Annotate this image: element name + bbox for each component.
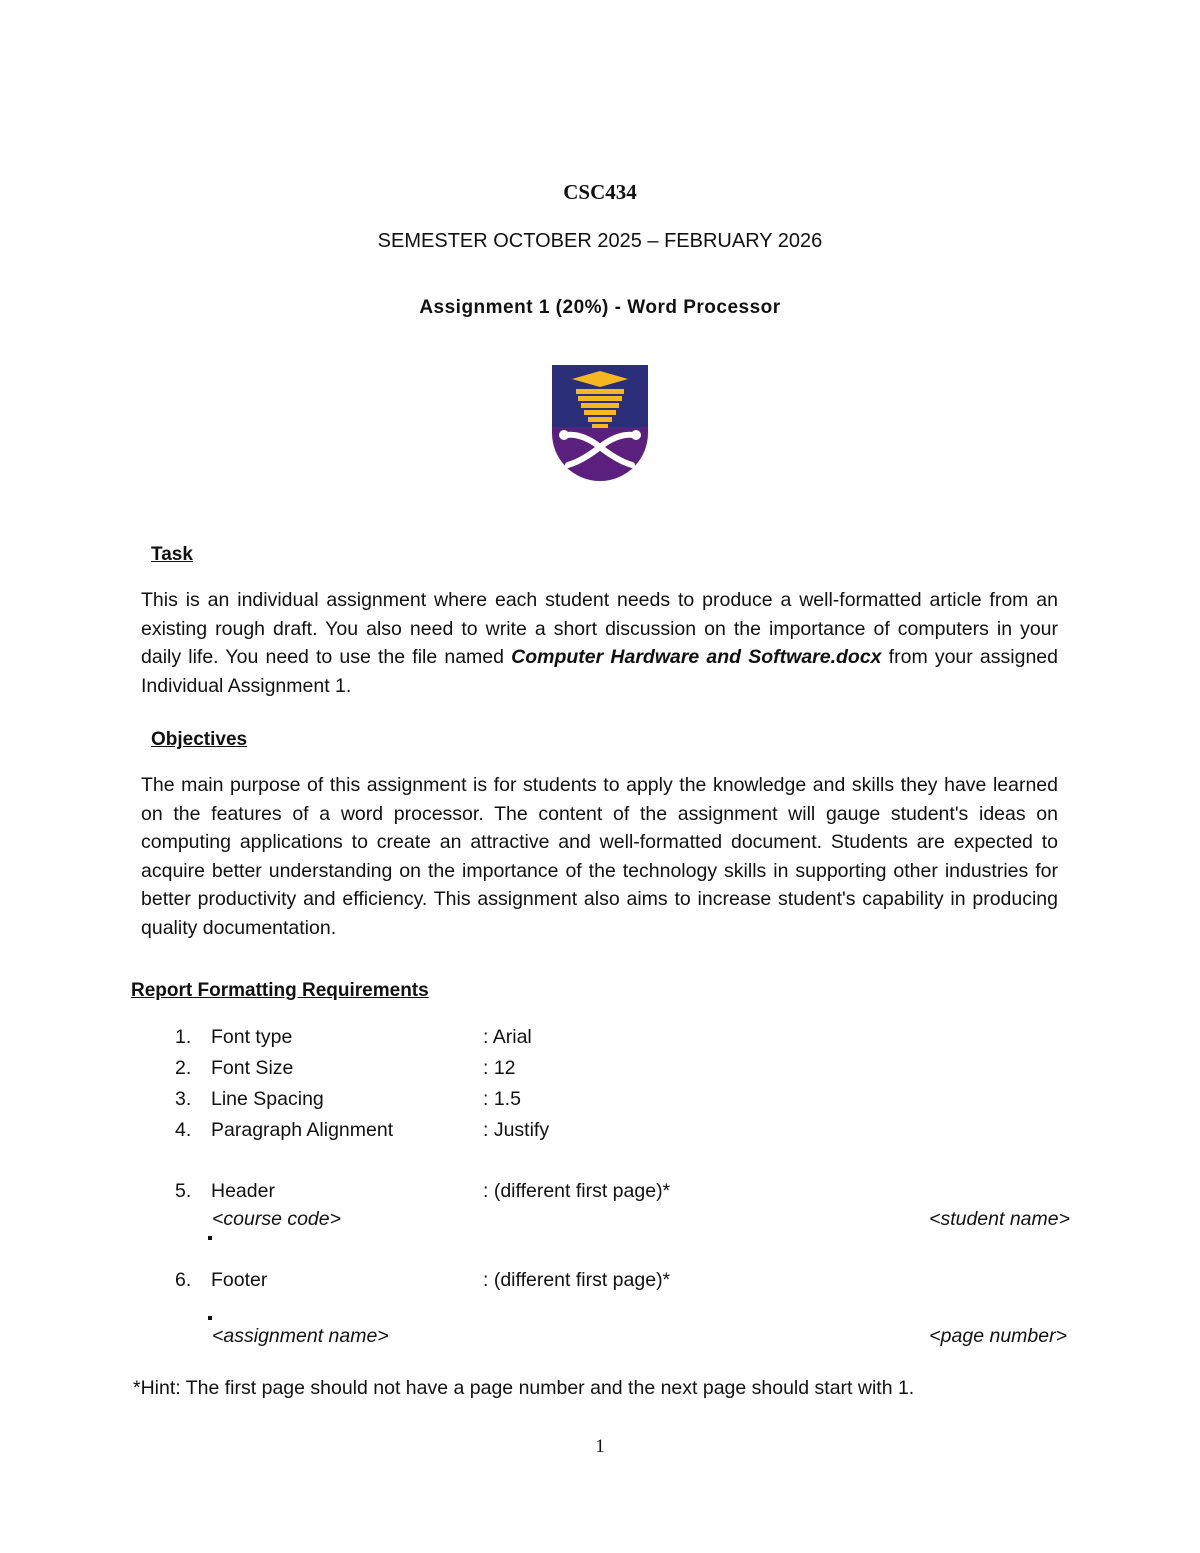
header-left-placeholder: <course code> xyxy=(212,1208,342,1230)
list-item-label: Header xyxy=(211,1180,275,1202)
report-formatting-heading: Report Formatting Requirements xyxy=(131,980,429,1001)
footer-left-placeholder: <assignment name> xyxy=(212,1325,389,1347)
task-text-part-2: from your assigned Individual Assignment 1. xyxy=(141,646,1058,697)
bullet-marker xyxy=(208,1316,212,1320)
task-heading: Task xyxy=(151,544,193,565)
list-item xyxy=(175,1055,516,1081)
task-file-name: Computer Hardware and Software.docx xyxy=(511,646,882,669)
objectives-heading: Objectives xyxy=(151,729,248,750)
university-crest-logo xyxy=(552,365,648,481)
list-item-label: Footer xyxy=(211,1269,268,1291)
list-item-number: 4. xyxy=(175,1119,192,1141)
list-item-label: Font Size xyxy=(211,1057,294,1079)
list-item-number: 3. xyxy=(175,1088,192,1110)
hint-text: *Hint: The first page should not have a page number and the next page should start with 1. xyxy=(133,1377,915,1399)
list-item xyxy=(175,1117,549,1143)
list-item-value: : (different first page)* xyxy=(483,1269,671,1291)
list-item xyxy=(175,1178,670,1204)
assignment-title: Assignment 1 (20%) - Word Processor xyxy=(419,297,781,318)
list-item-value: : Arial xyxy=(483,1026,532,1048)
task-text-part-1: This is an individual assignment where each student needs to produce a well-formatted article from an existing rough draft. You also need to write a short discussion on the importance of computers in your daily life. You need to use the file named xyxy=(141,589,1058,669)
list-item-number: 6. xyxy=(175,1269,192,1291)
objectives-paragraph: The main purpose of this assignment is for students to apply the knowledge and skills they have learned on the features of a word processor. The content of the assignment will gauge student's ideas on computing applications to create an attractive and well-formatted document. Students are expected to acquire better understanding on the importance of the technology skills in supporting other industries for better productivity and efficiency. This assignment also aims to increase student's capability in producing quality documentation. xyxy=(141,774,1058,939)
task-paragraph xyxy=(141,586,1058,700)
semester-subtitle: SEMESTER OCTOBER 2025 – FEBRUARY 2026 xyxy=(377,230,823,252)
list-item xyxy=(175,1267,670,1293)
list-item-value: : 1.5 xyxy=(483,1088,521,1110)
header-right-placeholder: <student name> xyxy=(929,1208,1070,1230)
list-item-number: 1. xyxy=(175,1026,192,1048)
list-item-label: Paragraph Alignment xyxy=(211,1119,394,1141)
list-item-value: : 12 xyxy=(483,1057,516,1079)
page-number: 1 xyxy=(595,1436,605,1457)
list-item-value: : Justify xyxy=(483,1119,550,1141)
list-item-number: 2. xyxy=(175,1057,192,1079)
list-item-label: Line Spacing xyxy=(211,1088,324,1110)
list-item-number: 5. xyxy=(175,1180,192,1202)
bullet-marker xyxy=(208,1236,212,1240)
course-code-title: CSC434 xyxy=(563,180,637,204)
list-item xyxy=(175,1086,521,1112)
footer-right-placeholder: <page number> xyxy=(929,1325,1067,1347)
list-item-value: : (different first page)* xyxy=(483,1180,671,1202)
list-item-label: Font type xyxy=(211,1026,293,1048)
list-item xyxy=(175,1024,532,1050)
